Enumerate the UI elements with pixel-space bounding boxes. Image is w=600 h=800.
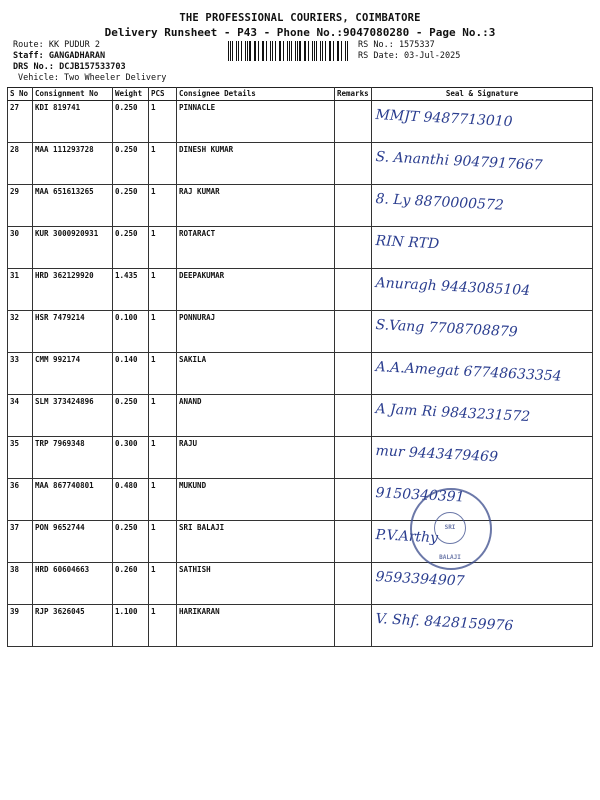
weight-cell: 1.435 <box>113 269 149 311</box>
handwritten-signature: A Jam Ri 9843231572 <box>375 401 531 426</box>
consignment-cell: MAA 867740801 <box>33 479 113 521</box>
handwritten-signature: A.A.Amegat 67748633354 <box>375 359 562 385</box>
staff-value: GANGADHARAN <box>48 51 106 61</box>
handwritten-signature: MMJT 9487713010 <box>375 107 513 131</box>
consignment-cell: MAA 651613265 <box>33 185 113 227</box>
pcs-cell: 1 <box>149 185 177 227</box>
consignee-cell: RAJU <box>177 437 335 479</box>
signature-cell <box>372 185 593 227</box>
remarks-cell <box>335 311 372 353</box>
sno-cell: 37 <box>8 521 33 563</box>
consignment-cell: TRP 7969348 <box>33 437 113 479</box>
sno-cell: 32 <box>8 311 33 353</box>
consignment-cell: KDI 819741 <box>33 101 113 143</box>
weight-cell: 0.250 <box>113 101 149 143</box>
staff-line <box>13 51 105 62</box>
table-row <box>8 269 593 311</box>
company-title: THE PROFESSIONAL COURIERS, COIMBATORE <box>179 12 421 24</box>
remarks-cell <box>335 605 372 647</box>
col-signature: Seal & Signature <box>372 88 593 101</box>
table-row <box>8 143 593 185</box>
signature-cell <box>372 101 593 143</box>
pcs-cell: 1 <box>149 269 177 311</box>
table-row <box>8 311 593 353</box>
consignment-cell: KUR 3000920931 <box>33 227 113 269</box>
pcs-cell: 1 <box>149 605 177 647</box>
table-row <box>8 563 593 605</box>
weight-cell: 0.250 <box>113 185 149 227</box>
signature-cell <box>372 143 593 185</box>
consignment-cell: HRD 362129920 <box>33 269 113 311</box>
table-row <box>8 353 593 395</box>
handwritten-signature: 9593394907 <box>375 569 465 590</box>
consignee-cell: ANAND <box>177 395 335 437</box>
sno-cell: 34 <box>8 395 33 437</box>
sno-cell: 27 <box>8 101 33 143</box>
consignment-cell: SLM 373424896 <box>33 395 113 437</box>
consignment-cell: MAA 111293728 <box>33 143 113 185</box>
remarks-cell <box>335 521 372 563</box>
table-row <box>8 185 593 227</box>
remarks-cell <box>335 395 372 437</box>
col-consignment: Consignment No <box>33 88 113 101</box>
signature-cell <box>372 353 593 395</box>
consignee-cell: ROTARACT <box>177 227 335 269</box>
consignee-cell: SATHISH <box>177 563 335 605</box>
signature-cell <box>372 605 593 647</box>
pcs-cell: 1 <box>149 563 177 605</box>
consignment-cell: PON 9652744 <box>33 521 113 563</box>
table-row <box>8 395 593 437</box>
runsheet-subtitle: Delivery Runsheet - P43 - Phone No.:9047080280 - Page No.:3 <box>104 26 496 39</box>
signature-cell <box>372 311 593 353</box>
weight-cell: 0.250 <box>113 521 149 563</box>
remarks-cell <box>335 101 372 143</box>
handwritten-signature: 8. Ly 8870000572 <box>375 191 505 214</box>
pcs-cell: 1 <box>149 479 177 521</box>
delivery-stamp <box>410 488 492 570</box>
remarks-cell <box>335 269 372 311</box>
col-consignee: Consignee Details <box>177 88 335 101</box>
col-remarks: Remarks <box>335 88 372 101</box>
signature-cell <box>372 227 593 269</box>
weight-cell: 0.480 <box>113 479 149 521</box>
pcs-cell: 1 <box>149 353 177 395</box>
signature-cell <box>372 395 593 437</box>
handwritten-signature: mur 9443479469 <box>375 443 499 466</box>
weight-cell: 0.250 <box>113 227 149 269</box>
consignment-cell: CMM 992174 <box>33 353 113 395</box>
rs-date: RS Date: 03-Jul-2025 <box>358 51 461 61</box>
signature-cell <box>372 269 593 311</box>
weight-cell: 0.300 <box>113 437 149 479</box>
col-sno: S No <box>8 88 33 101</box>
pcs-cell: 1 <box>149 101 177 143</box>
remarks-cell <box>335 563 372 605</box>
sno-cell: 38 <box>8 563 33 605</box>
consignee-cell: SAKILA <box>177 353 335 395</box>
weight-cell: 0.100 <box>113 311 149 353</box>
runsheet-table <box>7 87 593 647</box>
weight-cell: 0.140 <box>113 353 149 395</box>
pcs-cell: 1 <box>149 227 177 269</box>
table-row <box>8 437 593 479</box>
drs-value: DCJB157533703 <box>59 62 126 72</box>
consignee-cell: SRI BALAJI <box>177 521 335 563</box>
weight-cell: 0.260 <box>113 563 149 605</box>
sno-cell: 30 <box>8 227 33 269</box>
pcs-cell: 1 <box>149 311 177 353</box>
remarks-cell <box>335 185 372 227</box>
remarks-cell <box>335 353 372 395</box>
handwritten-signature: S. Ananthi 9047917667 <box>375 149 543 174</box>
sno-cell: 35 <box>8 437 33 479</box>
remarks-cell <box>335 437 372 479</box>
col-weight: Weight <box>113 88 149 101</box>
weight-cell: 0.250 <box>113 395 149 437</box>
handwritten-signature: 9150340391 <box>375 485 465 506</box>
sno-cell: 28 <box>8 143 33 185</box>
consignee-cell: DEEPAKUMAR <box>177 269 335 311</box>
stamp-text: SRI BALAJI <box>434 512 466 544</box>
drs-line <box>13 62 126 73</box>
consignment-cell: HSR 7479214 <box>33 311 113 353</box>
handwritten-signature: V. Shf. 8428159976 <box>375 611 514 635</box>
barcode <box>228 41 350 61</box>
staff-label: Staff: <box>13 51 44 61</box>
rs-no: RS No.: 1575337 <box>358 40 435 50</box>
table-row <box>8 605 593 647</box>
table-header-row <box>8 88 593 101</box>
consignee-cell: MUKUND <box>177 479 335 521</box>
consignee-cell: HARIKARAN <box>177 605 335 647</box>
sno-cell: 39 <box>8 605 33 647</box>
remarks-cell <box>335 143 372 185</box>
consignment-cell: HRD 60604663 <box>33 563 113 605</box>
sno-cell: 31 <box>8 269 33 311</box>
table-row <box>8 101 593 143</box>
vehicle-line: Vehicle: Two Wheeler Delivery <box>18 73 167 83</box>
table-row <box>8 479 593 521</box>
sno-cell: 36 <box>8 479 33 521</box>
sno-cell: 29 <box>8 185 33 227</box>
consignment-cell: RJP 3626045 <box>33 605 113 647</box>
handwritten-signature: Anuragh 9443085104 <box>375 275 531 300</box>
col-pcs: PCS <box>149 88 177 101</box>
signature-cell <box>372 437 593 479</box>
handwritten-signature: S.Vang 7708708879 <box>375 317 519 341</box>
sno-cell: 33 <box>8 353 33 395</box>
handwritten-signature: RIN RTD <box>375 233 440 253</box>
signature-cell <box>372 563 593 605</box>
table-row <box>8 227 593 269</box>
drs-label: DRS No.: <box>13 62 54 72</box>
consignee-cell: PONNURAJ <box>177 311 335 353</box>
remarks-cell <box>335 479 372 521</box>
remarks-cell <box>335 227 372 269</box>
pcs-cell: 1 <box>149 395 177 437</box>
table-row <box>8 521 593 563</box>
pcs-cell: 1 <box>149 437 177 479</box>
consignee-cell: PINNACLE <box>177 101 335 143</box>
route-line: Route: KK PUDUR 2 <box>13 40 100 50</box>
pcs-cell: 1 <box>149 521 177 563</box>
weight-cell: 1.100 <box>113 605 149 647</box>
weight-cell: 0.250 <box>113 143 149 185</box>
handwritten-signature: P.V.Arthy <box>375 527 439 547</box>
consignee-cell: DINESH KUMAR <box>177 143 335 185</box>
pcs-cell: 1 <box>149 143 177 185</box>
consignee-cell: RAJ KUMAR <box>177 185 335 227</box>
